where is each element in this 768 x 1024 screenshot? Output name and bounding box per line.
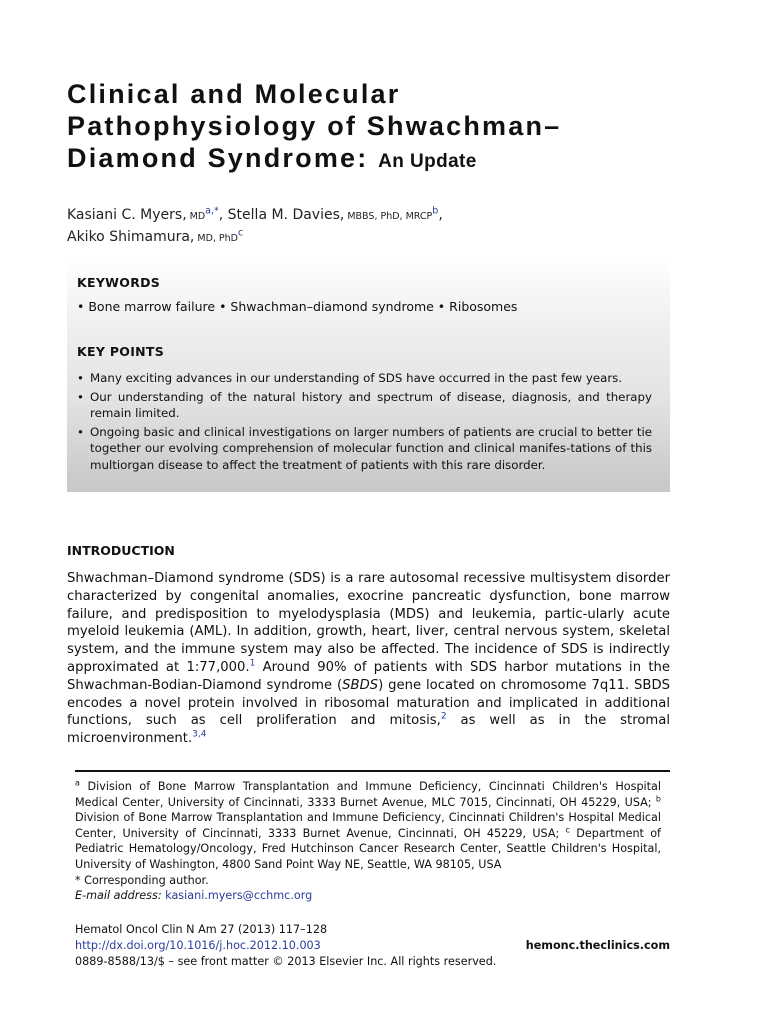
citation-block xyxy=(75,922,670,970)
title-subtitle: An Update xyxy=(378,151,477,172)
author-name: Kasiani C. Myers, xyxy=(67,207,187,223)
journal-website: hemonc.theclinics.com xyxy=(525,939,670,952)
title-line-3 xyxy=(67,142,561,178)
article-title xyxy=(67,78,561,178)
key-points-heading: KEY POINTS xyxy=(77,344,165,359)
reference-link[interactable]: 2 xyxy=(440,711,447,722)
email-line xyxy=(75,888,661,904)
author-degree: MD, PhD xyxy=(197,233,238,244)
footnote-marker: c xyxy=(565,825,570,835)
author-affiliation-link[interactable]: a,* xyxy=(205,205,219,217)
reference-link[interactable]: 1 xyxy=(249,658,256,669)
author-affiliation-link[interactable]: c xyxy=(238,227,244,239)
section-heading-introduction: INTRODUCTION xyxy=(67,543,175,558)
author-list xyxy=(67,205,443,249)
affiliation-c: Department of Pediatric Hematology/Oncology, Fred Hutchinson Cancer Research Center, Seattle Children's Hospital, University of Washington, 4800 Sand Point Way NE, Seattle, WA 98105, USA xyxy=(75,826,661,871)
title-line-1: Clinical and Molecular xyxy=(67,79,401,109)
intro-text: Around 90% of patients with SDS harbor mutations in the Shwachman-Bodian-Diamond syndrome ( xyxy=(67,659,670,693)
email-link[interactable]: kasiani.myers@cchmc.org xyxy=(165,889,313,903)
author-line-1 xyxy=(67,205,443,227)
email-label: E-mail address: xyxy=(75,889,162,903)
key-point-item: • Ongoing basic and clinical investigations on larger numbers of patients are crucial to better tie together our evolving comprehension of molecular function and clinical manifes-tations of this multiorgan disease to affect the treatment of patients with this rare disorder. xyxy=(77,424,652,474)
author-degree: MBBS, PhD, MRCP xyxy=(347,211,433,222)
footnote-marker: b xyxy=(655,793,661,803)
key-points-list xyxy=(77,370,652,475)
key-point-item: • Our understanding of the natural history and spectrum of disease, diagnosis, and therapy remain limited. xyxy=(77,389,652,422)
corresponding-author: * Corresponding author. xyxy=(75,873,209,887)
gene-name: SBDS xyxy=(342,677,379,693)
keywords-list: • Bone marrow failure • Shwachman–diamond syndrome • Ribosomes xyxy=(77,299,518,314)
intro-text: Shwachman–Diamond syndrome (SDS) is a rare autosomal recessive multisystem disorder characterized by congenital anomalies, exocrine pancreatic dysfunction, bone marrow failure, and predisposition to myelodysplasia (MDS) and leukemia, partic-ularly acute myeloid leukemia (AML). In addition, growth, heart, liver, central nervous system, skeletal system, and the immune system may also be affected. The incidence of SDS is indirectly approximated at 1:77,000. xyxy=(67,571,670,675)
author-affiliation-link[interactable]: b xyxy=(432,205,439,217)
introduction-paragraph xyxy=(67,570,670,748)
reference-link[interactable]: 3,4 xyxy=(192,729,207,740)
key-point-item: • Many exciting advances in our understanding of SDS have occurred in the past few years. xyxy=(77,370,652,387)
intro-text: as well as in the stromal microenvironment. xyxy=(67,713,670,747)
copyright-line: 0889-8588/13/$ – see front matter © 2013 Elsevier Inc. All rights reserved. xyxy=(75,955,497,968)
journal-citation: Hematol Oncol Clin N Am 27 (2013) 117–128 xyxy=(75,923,328,936)
author-name: Akiko Shimamura, xyxy=(67,229,195,245)
footnotes xyxy=(75,779,661,904)
affiliation-b: Division of Bone Marrow Transplantation and Immune Deficiency, Cincinnati Children's Hospital Medical Center, University of Cincinnati, 3333 Burnet Avenue, Cincinnati, OH 45229, USA; xyxy=(75,811,661,840)
author-line-2 xyxy=(67,227,443,249)
doi-link[interactable]: http://dx.doi.org/10.1016/j.hoc.2012.10.003 xyxy=(75,939,321,952)
affiliations-footnote xyxy=(75,779,661,873)
title-line-2: Pathophysiology of Shwachman– xyxy=(67,111,562,141)
footnote-divider xyxy=(75,770,670,772)
keywords-heading: KEYWORDS xyxy=(77,275,161,290)
title-line-3-text: Diamond Syndrome: xyxy=(67,143,369,173)
author-separator: , xyxy=(438,207,443,223)
keywords-box xyxy=(67,258,670,492)
affiliation-a: Division of Bone Marrow Transplantation and Immune Deficiency, Cincinnati Children's Hospital Medical Center, University of Cincinnati, 3333 Burnet Avenue, MLC 7015, Cincinnati, OH 45229, USA; xyxy=(75,780,661,809)
author-name: Stella M. Davies, xyxy=(227,207,345,223)
footnote-marker: a xyxy=(75,778,80,788)
author-separator: , xyxy=(218,207,224,223)
author-degree: MD xyxy=(189,211,206,222)
intro-text: ) gene located on chromosome 7q11. SBDS encodes a novel protein involved in ribosomal maturation and implicated in additional functions, such as cell proliferation and mitosis, xyxy=(67,677,671,729)
